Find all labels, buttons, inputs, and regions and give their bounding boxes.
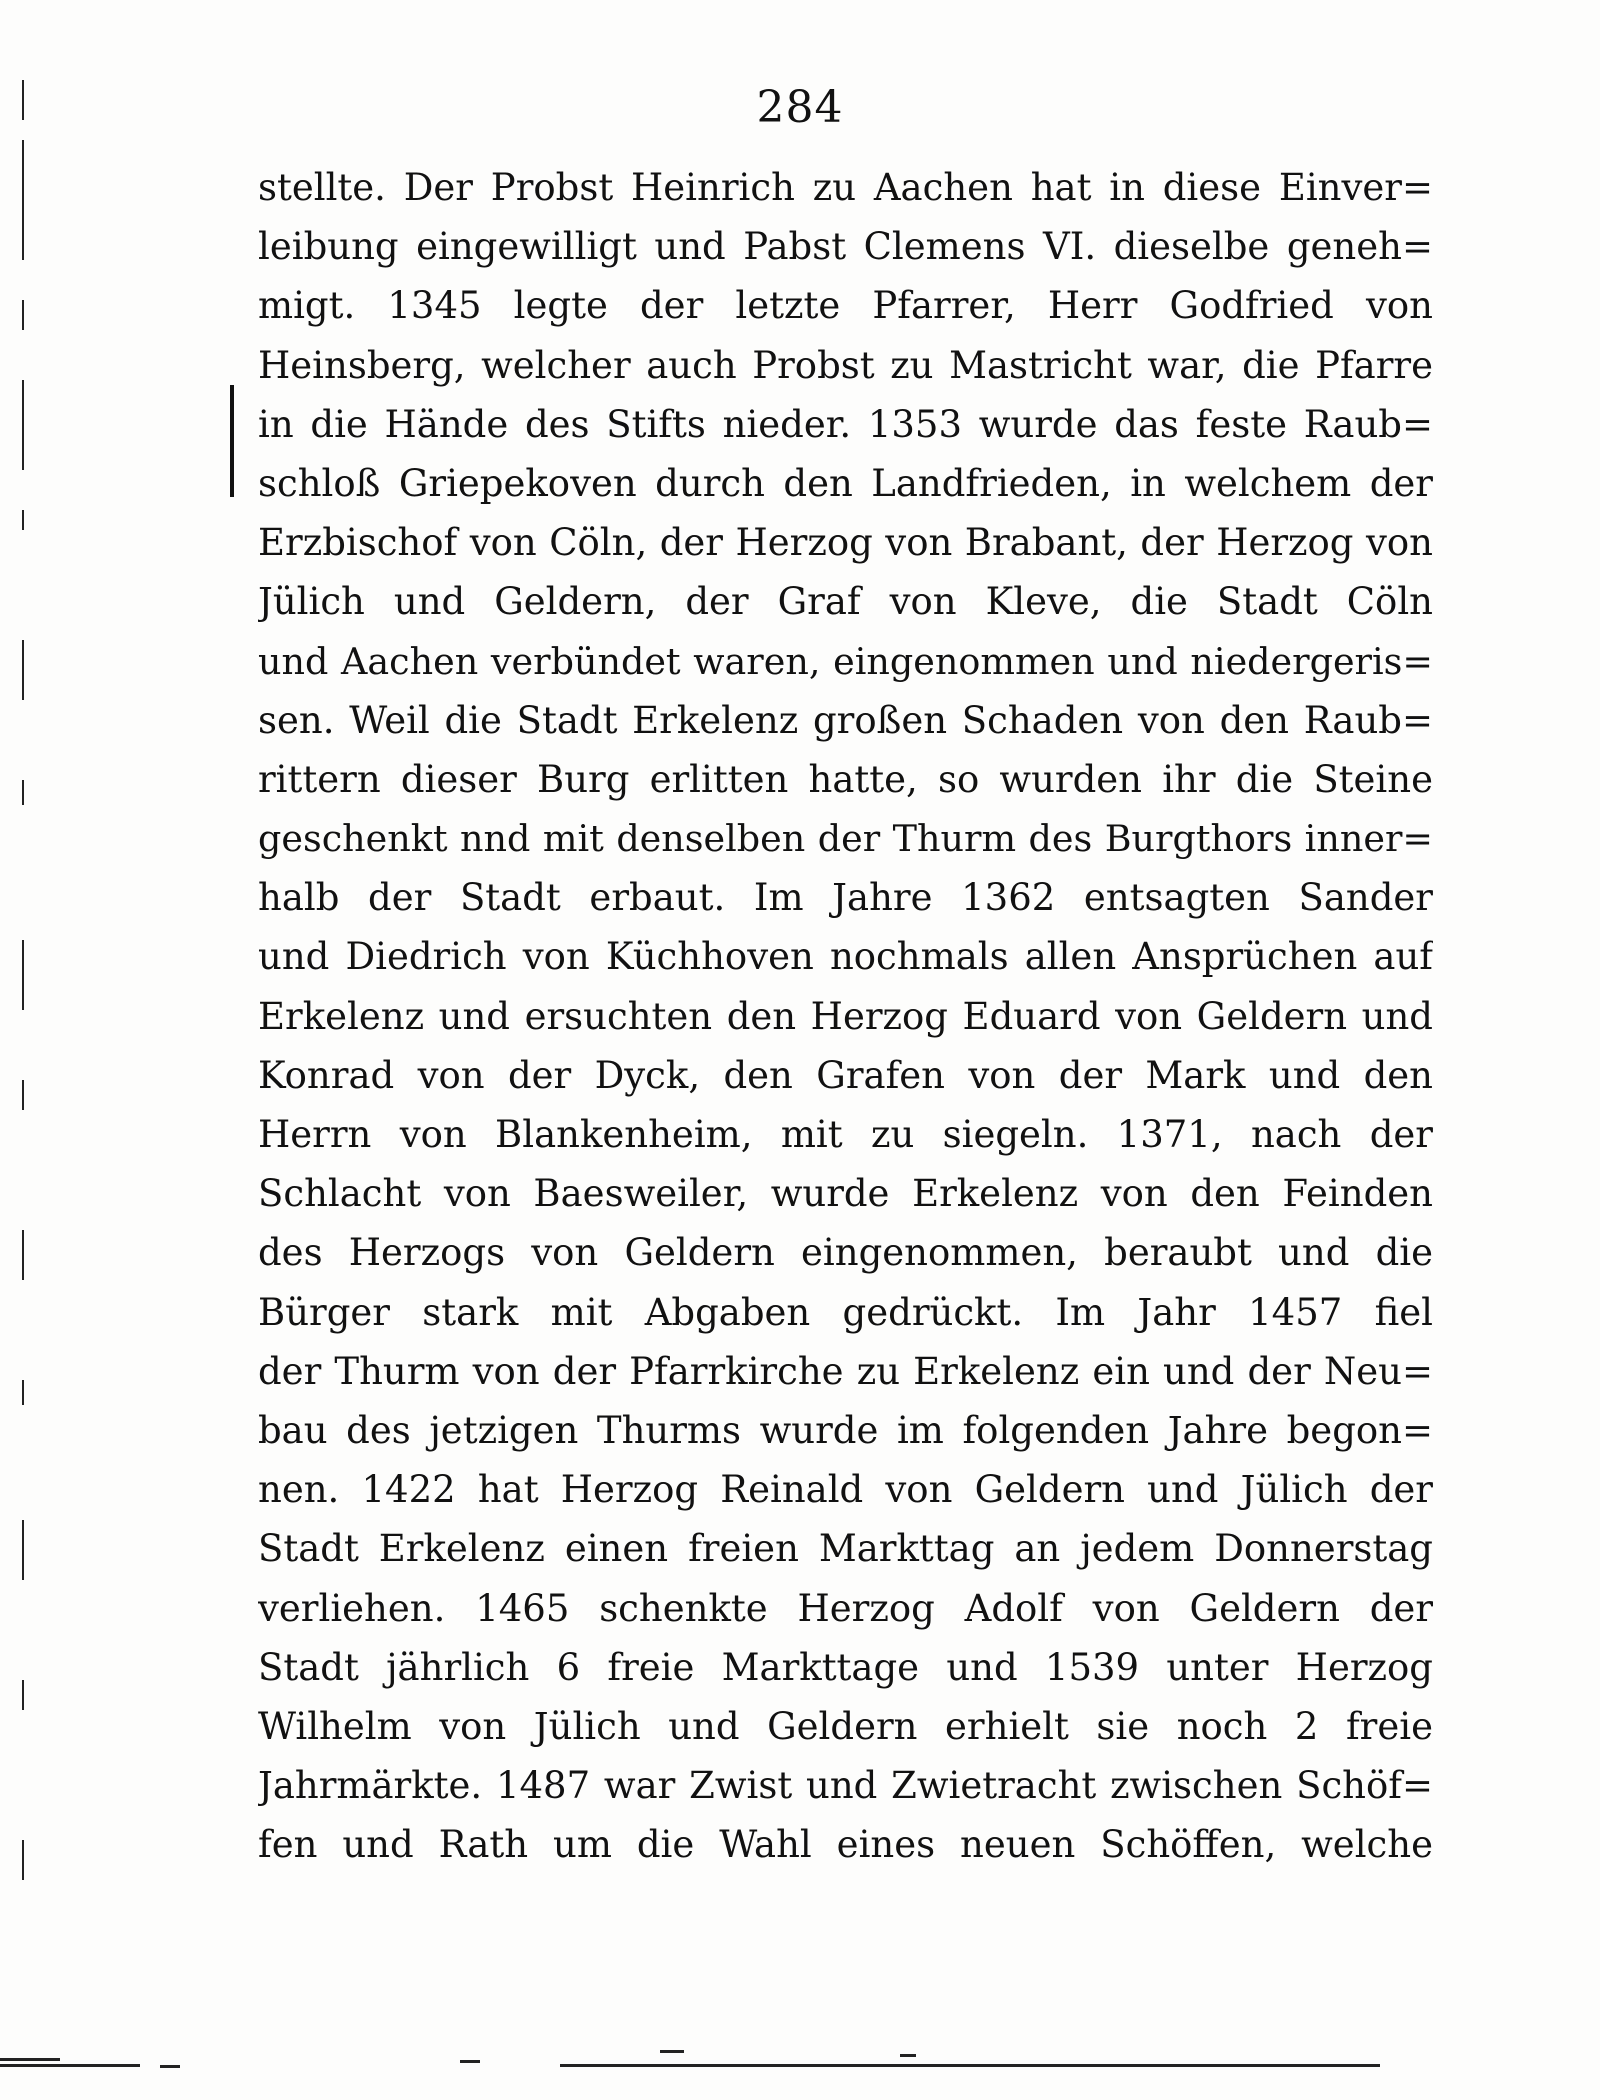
text-line: Erkelenz und ersuchten den Herzog Eduard von Geldern und	[258, 994, 1433, 1038]
page-number: 284	[756, 82, 844, 133]
text-line: Wilhelm von Jülich und Geldern erhielt sie noch 2 freie	[258, 1704, 1433, 1748]
text-line: der Thurm von der Pfarrkirche zu Erkelenz ein und der Neu=	[258, 1349, 1433, 1393]
text-line: Schlacht von Baesweiler, wurde Erkelenz von den Feinden	[258, 1172, 1433, 1216]
text-line: schloß Griepekoven durch den Landfrieden, in welchem der	[258, 461, 1433, 505]
text-line: Bürger stark mit Abgaben gedrückt. Im Jahr 1457 fiel	[258, 1290, 1433, 1334]
text-line: geschenkt nnd mit denselben der Thurm des Burgthors inner=	[258, 817, 1433, 861]
body-text	[258, 158, 1433, 1874]
text-line: Stadt jährlich 6 freie Markttage und 1539 unter Herzog	[258, 1645, 1433, 1689]
scan-edge-marks	[18, 80, 32, 1980]
text-line: Stadt Erkelenz einen freien Markttag an jedem Donnerstag	[258, 1527, 1433, 1571]
text-line: Herrn von Blankenheim, mit zu siegeln. 1371, nach der	[258, 1113, 1433, 1156]
text-line: rittern dieser Burg erlitten hatte, so wurden ihr die Steine	[258, 757, 1433, 801]
margin-line-mark	[230, 385, 234, 497]
text-line: migt. 1345 legte der letzte Pfarrer, Herr Godfried von	[258, 284, 1433, 328]
text-line: fen und Rath um die Wahl eines neuen Schöffen, welche	[258, 1823, 1433, 1867]
text-line: Jülich und Geldern, der Graf von Kleve, die Stadt Cöln	[258, 580, 1433, 624]
scan-bottom-edge	[0, 2058, 1600, 2070]
text-line: leibung eingewilligt und Pabst Clemens VI. dieselbe geneh=	[258, 225, 1433, 269]
text-line: sen. Weil die Stadt Erkelenz großen Schaden von den Raub=	[258, 698, 1433, 742]
text-line: halb der Stadt erbaut. Im Jahre 1362 entsagten Sander	[258, 876, 1433, 920]
text-line: stellte. Der Probst Heinrich zu Aachen hat in diese Einver=	[258, 166, 1433, 209]
text-line: verliehen. 1465 schenkte Herzog Adolf von Geldern der	[258, 1586, 1433, 1630]
text-line: und Diedrich von Küchhoven nochmals allen Ansprüchen auf	[258, 935, 1433, 979]
text-line: Jahrmärkte. 1487 war Zwist und Zwietracht zwischen Schöf=	[258, 1764, 1433, 1808]
text-line: nen. 1422 hat Herzog Reinald von Geldern und Jülich der	[258, 1468, 1433, 1512]
text-line: Heinsberg, welcher auch Probst zu Mastricht war, die Pfarre	[258, 343, 1433, 387]
text-line: Erzbischof von Cöln, der Herzog von Brabant, der Herzog von	[258, 521, 1433, 565]
text-line: bau des jetzigen Thurms wurde im folgenden Jahre begon=	[258, 1408, 1433, 1452]
text-line: in die Hände des Stifts nieder. 1353 wurde das feste Raub=	[258, 402, 1433, 446]
text-line: des Herzogs von Geldern eingenommen, beraubt und die	[258, 1231, 1433, 1275]
text-line: und Aachen verbündet waren, eingenommen und niedergeris=	[258, 639, 1433, 683]
text-line: Konrad von der Dyck, den Grafen von der Mark und den	[258, 1053, 1433, 1097]
